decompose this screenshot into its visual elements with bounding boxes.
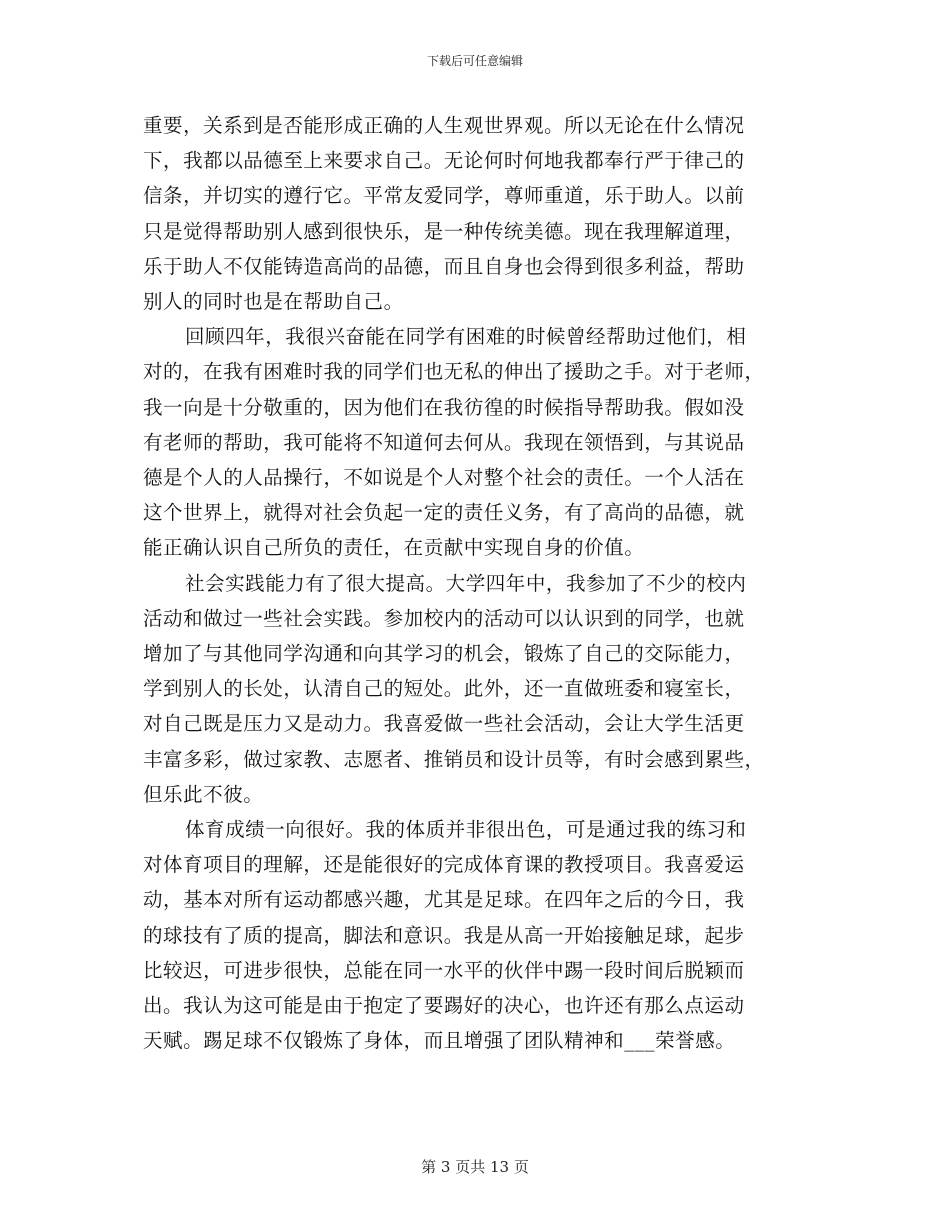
paragraph-line: 对体育项目的理解，还是能很好的完成体育课的教授项目。我喜爱运 bbox=[143, 853, 745, 877]
page-header bbox=[0, 52, 950, 69]
paragraph-line: 天赋。踢足球不仅锻炼了身体，而且增强了团队精神和___荣誉感。 bbox=[143, 1029, 736, 1053]
paragraph-line: 我一向是十分敬重的，因为他们在我彷徨的时候指导帮助我。假如没 bbox=[143, 395, 745, 419]
page-header-text: 下载后可任意编辑 bbox=[426, 54, 523, 68]
document-body bbox=[143, 108, 807, 1058]
paragraph-line: 出。我认为这可能是由于抱定了要踢好的决心，也许还有那么点运动 bbox=[143, 994, 745, 1018]
paragraph-2 bbox=[143, 319, 807, 565]
paragraph-line: 动，基本对所有运动都感兴趣，尤其是足球。在四年之后的今日，我 bbox=[143, 888, 745, 912]
paragraph-line: 下，我都以品德至上来要求自己。无论何时何地我都奉行严于律己的 bbox=[143, 149, 745, 173]
paragraph-line: 对的，在我有困难时我的同学们也无私的伸出了援助之手。对于老师， bbox=[143, 360, 765, 384]
paragraph-line: 增加了与其他同学沟通和向其学习的机会，锻炼了自己的交际能力， bbox=[143, 642, 745, 666]
paragraph-line: 社会实践能力有了很大提高。大学四年中，我参加了不少的校内 bbox=[185, 571, 747, 595]
paragraph-line: 乐于助人不仅能铸造高尚的品德，而且自身也会得到很多利益，帮助 bbox=[143, 254, 745, 278]
paragraph-line: 德是个人的人品操行，不如说是个人对整个社会的责任。一个人活在 bbox=[143, 466, 745, 490]
paragraph-line: 回顾四年，我很兴奋能在同学有困难的时候曾经帮助过他们，相 bbox=[185, 325, 747, 349]
paragraph-line: 比较迟，可进步很快，总能在同一水平的伙伴中踢一段时间后脱颖而 bbox=[143, 958, 745, 982]
paragraph-line: 有老师的帮助，我可能将不知道何去何从。我现在领悟到，与其说品 bbox=[143, 430, 745, 454]
paragraph-line: 信条，并切实的遵行它。平常友爱同学，尊师重道，乐于助人。以前 bbox=[143, 184, 745, 208]
paragraph-3 bbox=[143, 566, 807, 812]
paragraph-line: 的球技有了质的提高，脚法和意识。我是从高一开始接触足球，起步 bbox=[143, 923, 745, 947]
paragraph-4 bbox=[143, 812, 807, 1058]
paragraph-1 bbox=[143, 108, 807, 319]
paragraph-line: 但乐此不彼。 bbox=[143, 782, 264, 806]
paragraph-line: 对自己既是压力又是动力。我喜爱做一些社会活动，会让大学生活更 bbox=[143, 712, 745, 736]
paragraph-line: 重要，关系到是否能形成正确的人生观世界观。所以无论在什么情况 bbox=[143, 114, 745, 137]
paragraph-line: 丰富多彩，做过家教、志愿者、推销员和设计员等，有时会感到累些， bbox=[143, 747, 765, 771]
paragraph-line: 能正确认识自己所负的责任，在贡献中实现自身的价值。 bbox=[143, 536, 645, 560]
paragraph-line: 活动和做过一些社会实践。参加校内的活动可以认识到的同学，也就 bbox=[143, 606, 745, 630]
paragraph-line: 体育成绩一向很好。我的体质并非很出色，可是通过我的练习和 bbox=[185, 818, 747, 842]
paragraph-line: 只是觉得帮助别人感到很快乐，是一种传统美德。现在我理解道理， bbox=[143, 219, 745, 243]
paragraph-line: 这个世界上，就得对社会负起一定的责任义务，有了高尚的品德，就 bbox=[143, 501, 745, 525]
page-number: 第 3 页共 13 页 bbox=[421, 1158, 529, 1176]
paragraph-line: 别人的同时也是在帮助自己。 bbox=[143, 290, 404, 314]
paragraph-line: 学到别人的长处，认清自己的短处。此外，还一直做班委和寝室长， bbox=[143, 677, 745, 701]
page-footer bbox=[0, 1156, 950, 1177]
